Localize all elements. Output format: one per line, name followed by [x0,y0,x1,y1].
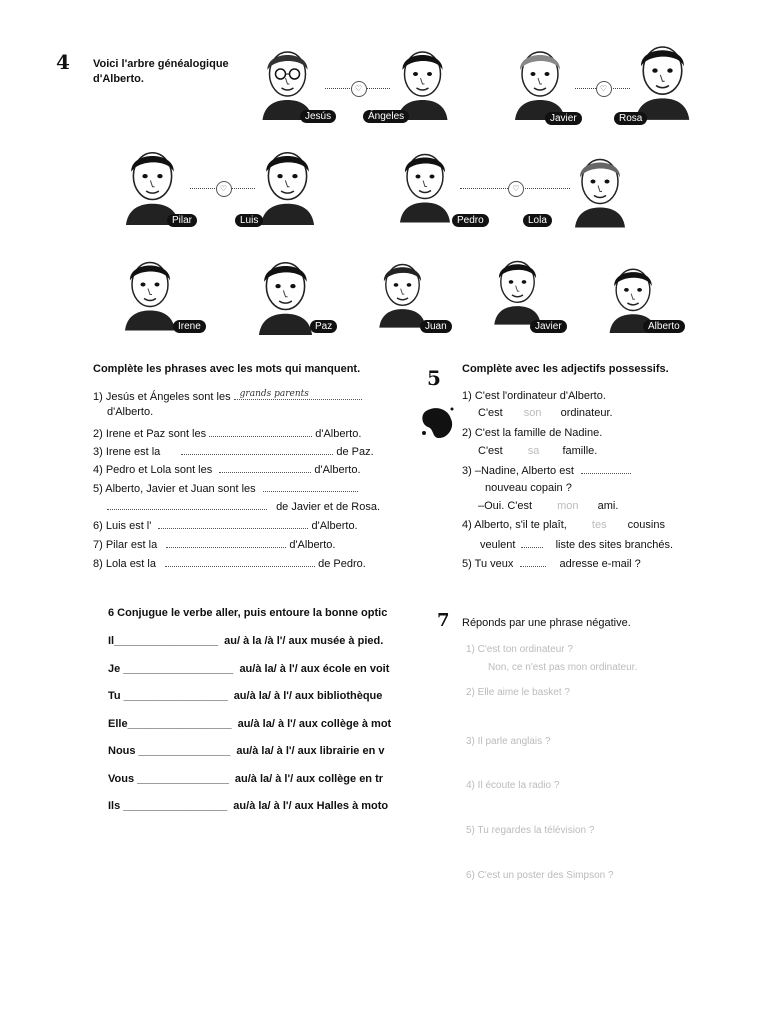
conjugation-row [108,663,418,675]
portrait-2 [385,40,460,120]
left-line-5b [107,499,380,514]
right-line-5-end: adresse e-mail ? [559,558,641,570]
conjugation-row [108,635,418,647]
conjugation-row [108,800,418,812]
face-icon [110,140,195,225]
portrait-1 [250,40,325,120]
face-icon [505,40,575,120]
face-icon [115,248,185,333]
portrait-7 [390,140,460,225]
left-line-4-end: d'Alberto. [314,464,361,476]
conjugation-options[interactable]: au/à la/ à l'/ aux bibliothèque [233,690,383,702]
left-line-4 [93,462,361,477]
right-line-3c-end: ami. [597,500,619,512]
right-line-1: 1) C'est l'ordinateur d'Alberto. [462,390,606,402]
left-line-1b: d'Alberto. [107,406,154,418]
exercise-number-5: 5 [427,366,441,390]
name-tag: Javier [530,320,567,333]
conjugation-row [108,718,418,730]
conjugation-subject: Je [108,662,121,675]
right-line-3c-text: –Oui. C'est [478,500,533,512]
conjugation-options[interactable]: au/à la/ à l'/ aux Halles à moto [233,800,389,812]
right-fill-1: son [523,407,542,419]
conjugation-subject: Elle [108,717,128,730]
left-line-2-text: 2) Irene et Paz sont les [93,428,207,440]
negative-question-3: 2) Elle aime le basket ? [466,687,570,698]
face-icon [625,32,700,122]
left-line-3-blank[interactable] [181,444,333,455]
heart-icon: ♡ [351,81,367,97]
name-tag: Juan [420,320,452,333]
right-line-3c [478,499,618,513]
name-tag: Lola [523,214,552,227]
portrait-5 [110,140,195,225]
conjugation-blank[interactable]: _________________ [120,800,228,812]
negative-question-5: 4) Il écoute la radio ? [466,780,560,791]
exercise-number-7: 7 [437,610,450,631]
conjugation-blank[interactable]: __________________ [120,662,234,675]
conjugation-subject: Tu [108,690,121,702]
conjugation-row [108,773,418,785]
face-icon [390,140,460,225]
left-line-8-text: 8) Lola est la [93,558,156,570]
right-line-2b [478,444,597,458]
face-icon [485,245,550,330]
right-line-4-end: cousins [627,519,665,531]
conjugation-options[interactable]: au/ à la /à l'/ aux musée à pied. [224,635,384,647]
portrait-12 [485,245,550,330]
left-line-5 [93,481,358,496]
left-line-4-text: 4) Pedro et Lola sont les [93,464,213,476]
right-line-4b-blank[interactable] [521,537,543,548]
right-line-4 [462,518,665,532]
right-line-1b [478,406,613,420]
face-icon [250,40,325,120]
left-line-8-blank[interactable] [165,556,315,567]
conjugation-subject: Il [108,635,115,647]
conjugation-options[interactable]: au/à la/ à l'/ aux école en voit [239,662,390,675]
left-line-8 [93,556,366,571]
right-line-2b-text: C'est [478,445,503,457]
negative-question-2: Non, ce n'est pas mon ordinateur. [488,662,638,673]
left-line-1-text: 1) Jesús et Ángeles sont les [93,391,231,403]
conjugation-blank[interactable]: _______________ [134,772,229,785]
negative-question-6: 5) Tu regardes la télévision ? [466,825,595,836]
name-tag: Pilar [167,214,197,227]
portrait-8 [565,145,635,230]
exercise-number-4: 4 [56,50,70,74]
heart-icon: ♡ [596,81,612,97]
conjugation-options[interactable]: au/à la/ à l'/ aux collège à mot [237,717,392,730]
left-line-1-answer: grands parents [239,389,309,399]
exercise-4-title-line2: d'Alberto. [93,73,144,85]
conjugation-options[interactable]: au/à la/ à l'/ aux collège en tr [234,772,384,785]
right-line-2: 2) C'est la famille de Nadine. [462,427,603,439]
conjugation-blank[interactable]: _________________ [120,690,228,702]
right-fill-4: tes [591,519,607,531]
left-line-1 [93,389,362,404]
left-line-7-end: d'Alberto. [289,539,336,551]
right-line-5 [462,556,641,571]
left-line-4-blank[interactable] [219,462,311,473]
ink-blot-icon [418,403,458,443]
right-fill-2: sa [527,445,540,457]
right-line-5-blank[interactable] [520,556,546,567]
face-icon [250,140,325,225]
left-line-5b-blank[interactable] [107,499,267,510]
name-tag: Javier [545,112,582,125]
left-line-3 [93,444,374,459]
left-line-5b-text: de Javier et de Rosa. [276,501,381,513]
left-line-2-blank[interactable] [209,426,312,437]
left-line-1-blank[interactable] [234,389,362,400]
right-line-4b [480,537,673,552]
right-line-1b-end: ordinateur. [560,407,613,419]
name-tag: Alberto [643,320,685,333]
name-tag: Rosa [614,112,647,125]
left-line-2 [93,426,361,441]
conjugation-row [108,690,418,702]
right-line-1b-text: C'est [478,407,503,419]
heart-icon: ♡ [216,181,232,197]
left-line-6-end: d'Alberto. [311,520,358,532]
conjugation-row [108,745,418,757]
left-line-7-blank[interactable] [166,537,286,548]
heart-icon: ♡ [508,181,524,197]
name-tag: Pedro [452,214,489,227]
left-line-8-end: de Pedro. [318,558,366,570]
left-line-2-end: d'Alberto. [315,428,362,440]
conjugation-subject: Vous [108,772,135,785]
left-line-6-text: 6) Luis est l' [93,520,152,532]
left-line-7-text: 7) Pilar est la [93,539,158,551]
portrait-6 [250,140,325,225]
exercise-4-title-line1: Voici l'arbre généalogique [93,58,229,70]
conjugation-subject: Ils [108,800,121,812]
right-line-3b: nouveau copain ? [485,482,572,494]
name-tag: Paz [310,320,337,333]
conjugation-subject: Nous [108,745,136,757]
left-line-5-text: 5) Alberto, Javier et Juan sont les [93,483,256,495]
exercise-7-title: Réponds par une phrase négative. [462,617,631,629]
left-line-3-end: de Paz. [336,446,374,458]
face-icon [385,40,460,120]
right-line-3 [462,463,631,478]
portrait-3 [505,40,575,120]
right-line-4b-text: veulent [480,539,516,551]
right-section-title: Complète avec les adjectifs possessifs. [462,363,669,375]
conjugation-blank[interactable]: _________________ [127,717,232,730]
conjugation-blank[interactable]: _________________ [114,635,219,647]
negative-question-4: 3) Il parle anglais ? [466,736,551,747]
name-tag: Luis [235,214,263,227]
name-tag: Ángeles [363,110,409,123]
exercise-4-title [93,57,229,87]
name-tag: Irene [173,320,206,333]
conjugation-options[interactable]: au/à la/ à l'/ aux librairie en v [236,745,385,757]
left-section-title: Complète les phrases avec les mots qui manquent. [93,363,361,375]
left-line-6 [93,518,358,533]
name-tag: Jesús [300,110,336,123]
right-line-5-text: 5) Tu veux [462,558,514,570]
right-line-4-text: 4) Alberto, s'il te plaît, [462,519,567,531]
face-icon [565,145,635,230]
negative-question-1: 1) C'est ton ordinateur ? [466,644,573,655]
left-line-6-blank[interactable] [158,518,308,529]
left-line-7 [93,537,335,552]
right-line-3-blank[interactable] [581,463,631,474]
conjugation-blank[interactable]: _______________ [135,745,231,757]
negative-question-7: 6) C'est un poster des Simpson ? [466,870,614,881]
right-line-2b-end: famille. [562,445,598,457]
right-line-4b-end: liste des sites branchés. [555,539,673,551]
left-line-3-text: 3) Irene est la [93,446,161,458]
portrait-9 [115,248,185,333]
exercise-6-title: 6 Conjugue le verbe aller, puis entoure la bonne optic [108,607,388,619]
right-line-3-text: 3) –Nadine, Alberto est [462,465,574,477]
portrait-4 [625,32,700,122]
left-line-5-blank[interactable] [263,481,358,492]
right-fill-3: mon [557,500,579,512]
